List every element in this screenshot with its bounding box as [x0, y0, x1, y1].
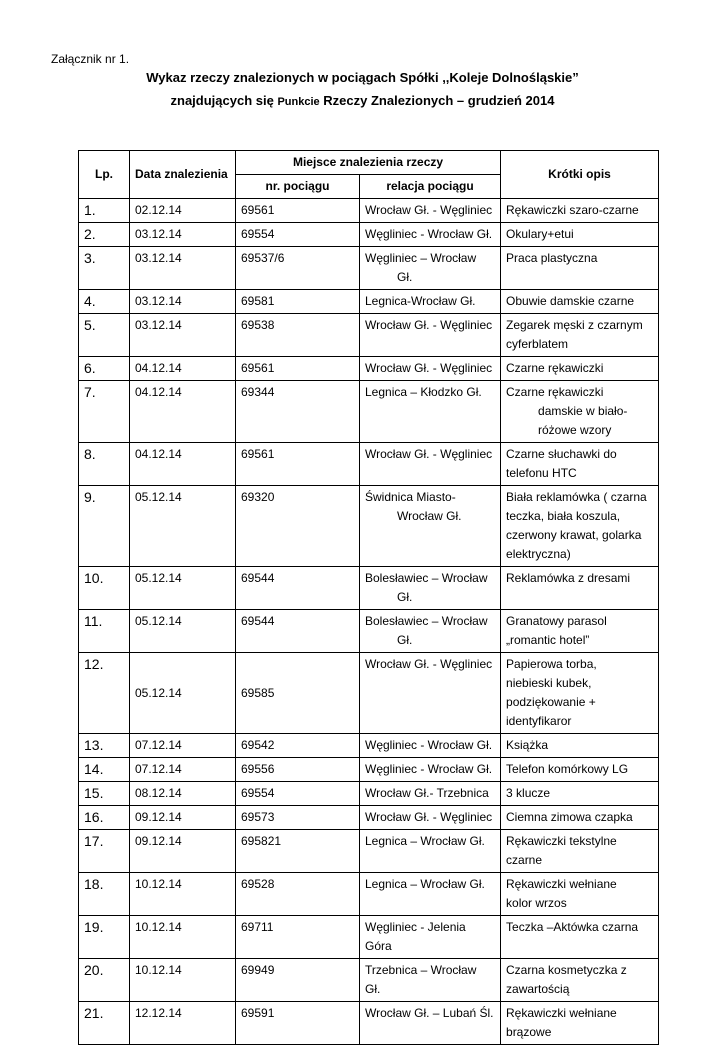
description-line: Biała reklamówka ( czarna: [506, 490, 647, 504]
description-line: 3 klucze: [506, 786, 551, 800]
cell-relation: [360, 1002, 501, 1045]
description-line: Rękawiczki wełniane: [506, 877, 617, 891]
cell-date: 04.12.14: [130, 443, 236, 486]
relation-line: Bolesławiec – Wrocław: [365, 571, 488, 585]
description-line: Papierowa torba,: [506, 657, 597, 671]
cell-train-number: 69581: [236, 290, 360, 314]
cell-train-number: 69537/6: [236, 247, 360, 290]
cell-train-number: 69544: [236, 610, 360, 653]
cell-lp: 6.: [79, 357, 130, 381]
cell-description: [501, 610, 659, 653]
relation-line: Węgliniec – Wrocław: [365, 251, 477, 265]
cell-lp: 8.: [79, 443, 130, 486]
description-line: Ciemna zimowa czapka: [506, 810, 633, 824]
description-line: czarne: [506, 853, 543, 867]
table-row: [79, 443, 659, 486]
relation-line: Gł.: [397, 270, 413, 284]
cell-date: 03.12.14: [130, 290, 236, 314]
table-row: [79, 1002, 659, 1045]
cell-lp: 4.: [79, 290, 130, 314]
relation-line: Legnica – Wrocław Gł.: [365, 834, 485, 848]
cell-train-number: 69538: [236, 314, 360, 357]
cell-date: 03.12.14: [130, 247, 236, 290]
cell-date: 05.12.14: [130, 486, 236, 567]
cell-relation: [360, 959, 501, 1002]
relation-line: Węgliniec - Wrocław Gł.: [365, 738, 493, 752]
cell-date: 03.12.14: [130, 314, 236, 357]
subtitle-part-2: Punkcie: [277, 96, 320, 108]
table-row: [79, 357, 659, 381]
relation-line: Wrocław Gł. - Węgliniec: [365, 318, 493, 332]
table-row: [79, 486, 659, 567]
cell-lp: 3.: [79, 247, 130, 290]
cell-lp: 10.: [79, 567, 130, 610]
cell-relation: [360, 247, 501, 290]
description-line: podziękowanie +: [506, 695, 596, 709]
cell-relation: [360, 653, 501, 734]
cell-description: [501, 357, 659, 381]
cell-relation: [360, 806, 501, 830]
cell-lp: 21.: [79, 1002, 130, 1045]
cell-train-number: 69542: [236, 734, 360, 758]
table-row: [79, 381, 659, 443]
header-place: Miejsce znalezienia rzeczy: [236, 151, 501, 175]
description-line: Praca plastyczna: [506, 251, 598, 265]
cell-lp: 16.: [79, 806, 130, 830]
description-line: teczka, biała koszula,: [506, 509, 621, 523]
description-line: różowe wzory: [538, 423, 612, 437]
cell-date: 05.12.14: [130, 567, 236, 610]
cell-relation: [360, 314, 501, 357]
description-line: Rękawiczki szaro-czarne: [506, 203, 639, 217]
relation-line: Legnica-Wrocław Gł.: [365, 294, 476, 308]
relation-line: Wrocław Gł. - Węgliniec: [365, 203, 493, 217]
table-row: [79, 830, 659, 873]
cell-relation: [360, 782, 501, 806]
cell-description: [501, 734, 659, 758]
cell-date: 03.12.14: [130, 223, 236, 247]
cell-train-number: 69711: [236, 916, 360, 959]
cell-relation: [360, 734, 501, 758]
document-title: Wykaz rzeczy znalezionych w pociągach Spółki ,,Koleje Dolnośląskie”: [146, 70, 579, 85]
cell-relation: [360, 758, 501, 782]
header-train-number: nr. pociągu: [236, 175, 360, 199]
header-lp: Lp.: [79, 151, 130, 199]
description-line: Teczka –Aktówka czarna: [506, 920, 639, 934]
cell-lp: 20.: [79, 959, 130, 1002]
cell-lp: 1.: [79, 199, 130, 223]
description-line: Reklamówka z dresami: [506, 571, 631, 585]
cell-description: [501, 381, 659, 443]
description-line: „romantic hotel”: [506, 633, 590, 647]
cell-description: [501, 247, 659, 290]
cell-lp: 2.: [79, 223, 130, 247]
cell-date: 08.12.14: [130, 782, 236, 806]
cell-lp: 12.: [79, 653, 130, 734]
table-row: [79, 223, 659, 247]
cell-description: [501, 916, 659, 959]
relation-line: Wrocław Gł. - Węgliniec: [365, 810, 493, 824]
description-line: zawartością: [506, 982, 570, 996]
table-row: [79, 734, 659, 758]
relation-line: Węgliniec - Wrocław Gł.: [365, 227, 493, 241]
cell-relation: [360, 567, 501, 610]
description-line: Telefon komórkowy LG: [506, 762, 629, 776]
description-line: Czarne słuchawki do: [506, 447, 617, 461]
table-row: [79, 806, 659, 830]
cell-train-number: 69544: [236, 567, 360, 610]
cell-lp: 15.: [79, 782, 130, 806]
cell-relation: [360, 199, 501, 223]
description-line: czerwony krawat, golarka: [506, 528, 642, 542]
cell-relation: [360, 916, 501, 959]
annex-label: Załącznik nr 1.: [51, 52, 130, 66]
cell-date: 07.12.14: [130, 758, 236, 782]
cell-description: [501, 830, 659, 873]
description-line: Obuwie damskie czarne: [506, 294, 635, 308]
description-line: identyfikaror: [506, 714, 572, 728]
relation-line: Legnica – Kłodzko Gł.: [365, 385, 482, 399]
relation-line: Wrocław Gł. - Węgliniec: [365, 361, 493, 375]
cell-description: [501, 1002, 659, 1045]
table-row: [79, 782, 659, 806]
cell-date: 09.12.14: [130, 806, 236, 830]
table-row: [79, 314, 659, 357]
relation-line: Wrocław Gł. - Węgliniec: [365, 447, 493, 461]
cell-description: [501, 314, 659, 357]
cell-lp: 11.: [79, 610, 130, 653]
description-line: niebieski kubek,: [506, 676, 592, 690]
cell-lp: 14.: [79, 758, 130, 782]
cell-lp: 5.: [79, 314, 130, 357]
table-row: [79, 873, 659, 916]
description-line: Książka: [506, 738, 549, 752]
cell-date: 12.12.14: [130, 1002, 236, 1045]
relation-line: Wrocław Gł.- Trzebnica: [365, 786, 489, 800]
table-row: [79, 758, 659, 782]
description-line: Czarne rękawiczki: [506, 385, 604, 399]
cell-relation: [360, 357, 501, 381]
cell-train-number: 69591: [236, 1002, 360, 1045]
cell-train-number: 69528: [236, 873, 360, 916]
description-line: kolor wrzos: [506, 896, 567, 910]
table-row: [79, 247, 659, 290]
cell-date: 09.12.14: [130, 830, 236, 873]
description-line: elektryczna): [506, 547, 571, 561]
description-line: brązowe: [506, 1025, 552, 1039]
table-row: [79, 959, 659, 1002]
relation-line: Gł.: [397, 633, 413, 647]
header-description: Krótki opis: [501, 151, 659, 199]
cell-train-number: 69561: [236, 357, 360, 381]
cell-lp: 9.: [79, 486, 130, 567]
description-line: Okulary+etui: [506, 227, 574, 241]
relation-line: Wrocław Gł. – Lubań Śl.: [365, 1006, 494, 1020]
description-line: Czarna kosmetyczka z: [506, 963, 627, 977]
cell-date: 10.12.14: [130, 916, 236, 959]
cell-train-number: 69573: [236, 806, 360, 830]
cell-relation: [360, 290, 501, 314]
cell-description: [501, 758, 659, 782]
cell-date: 02.12.14: [130, 199, 236, 223]
table-row: [79, 610, 659, 653]
cell-train-number: 69949: [236, 959, 360, 1002]
cell-date: 07.12.14: [130, 734, 236, 758]
relation-line: Wrocław Gł. - Węgliniec: [365, 657, 493, 671]
cell-description: [501, 567, 659, 610]
cell-date: 05.12.14: [130, 653, 236, 734]
relation-line: Węgliniec - Jelenia Góra: [365, 920, 466, 953]
table-row: [79, 653, 659, 734]
header-date: Data znalezienia: [130, 151, 236, 199]
cell-lp: 19.: [79, 916, 130, 959]
cell-description: [501, 806, 659, 830]
relation-line: Legnica – Wrocław Gł.: [365, 877, 485, 891]
cell-relation: [360, 223, 501, 247]
subtitle-part-1: znajdujących się: [170, 93, 274, 108]
relation-line: Trzebnica – Wrocław Gł.: [365, 963, 477, 996]
cell-train-number: 695821: [236, 830, 360, 873]
cell-date: 04.12.14: [130, 357, 236, 381]
cell-date: 10.12.14: [130, 873, 236, 916]
cell-description: [501, 486, 659, 567]
cell-train-number: 69556: [236, 758, 360, 782]
description-line: damskie w biało-: [538, 404, 628, 418]
cell-train-number: 69554: [236, 782, 360, 806]
cell-relation: [360, 443, 501, 486]
description-line: Rękawiczki wełniane: [506, 1006, 617, 1020]
subtitle-part-3: Rzeczy Znalezionych – grudzień 2014: [323, 93, 555, 108]
cell-description: [501, 290, 659, 314]
cell-relation: [360, 381, 501, 443]
cell-lp: 17.: [79, 830, 130, 873]
table-row: [79, 916, 659, 959]
table-row: [79, 199, 659, 223]
table-row: [79, 567, 659, 610]
description-line: Rękawiczki tekstylne: [506, 834, 617, 848]
description-line: cyferblatem: [506, 337, 569, 351]
cell-lp: 18.: [79, 873, 130, 916]
cell-train-number: 69344: [236, 381, 360, 443]
relation-line: Świdnica Miasto-: [365, 490, 456, 504]
cell-lp: 7.: [79, 381, 130, 443]
cell-train-number: 69554: [236, 223, 360, 247]
header-train-relation: relacja pociągu: [360, 175, 501, 199]
cell-description: [501, 873, 659, 916]
cell-description: [501, 223, 659, 247]
cell-description: [501, 653, 659, 734]
description-line: Granatowy parasol: [506, 614, 607, 628]
cell-train-number: 69561: [236, 443, 360, 486]
cell-relation: [360, 873, 501, 916]
cell-train-number: 69320: [236, 486, 360, 567]
cell-relation: [360, 486, 501, 567]
table-row: [79, 290, 659, 314]
cell-train-number: 69585: [236, 653, 360, 734]
cell-date: 10.12.14: [130, 959, 236, 1002]
lost-items-table: [78, 150, 659, 1045]
cell-relation: [360, 830, 501, 873]
document-subtitle: [0, 93, 725, 108]
table-body: [79, 199, 659, 1045]
description-line: telefonu HTC: [506, 466, 577, 480]
cell-relation: [360, 610, 501, 653]
cell-lp: 13.: [79, 734, 130, 758]
relation-line: Bolesławiec – Wrocław: [365, 614, 488, 628]
cell-date: 05.12.14: [130, 610, 236, 653]
cell-description: [501, 443, 659, 486]
description-line: Czarne rękawiczki: [506, 361, 604, 375]
cell-description: [501, 782, 659, 806]
description-line: Zegarek męski z czarnym: [506, 318, 643, 332]
cell-description: [501, 199, 659, 223]
relation-line: Węgliniec - Wrocław Gł.: [365, 762, 493, 776]
cell-train-number: 69561: [236, 199, 360, 223]
cell-description: [501, 959, 659, 1002]
cell-date: 04.12.14: [130, 381, 236, 443]
relation-line: Gł.: [397, 590, 413, 604]
relation-line: Wrocław Gł.: [397, 509, 462, 523]
